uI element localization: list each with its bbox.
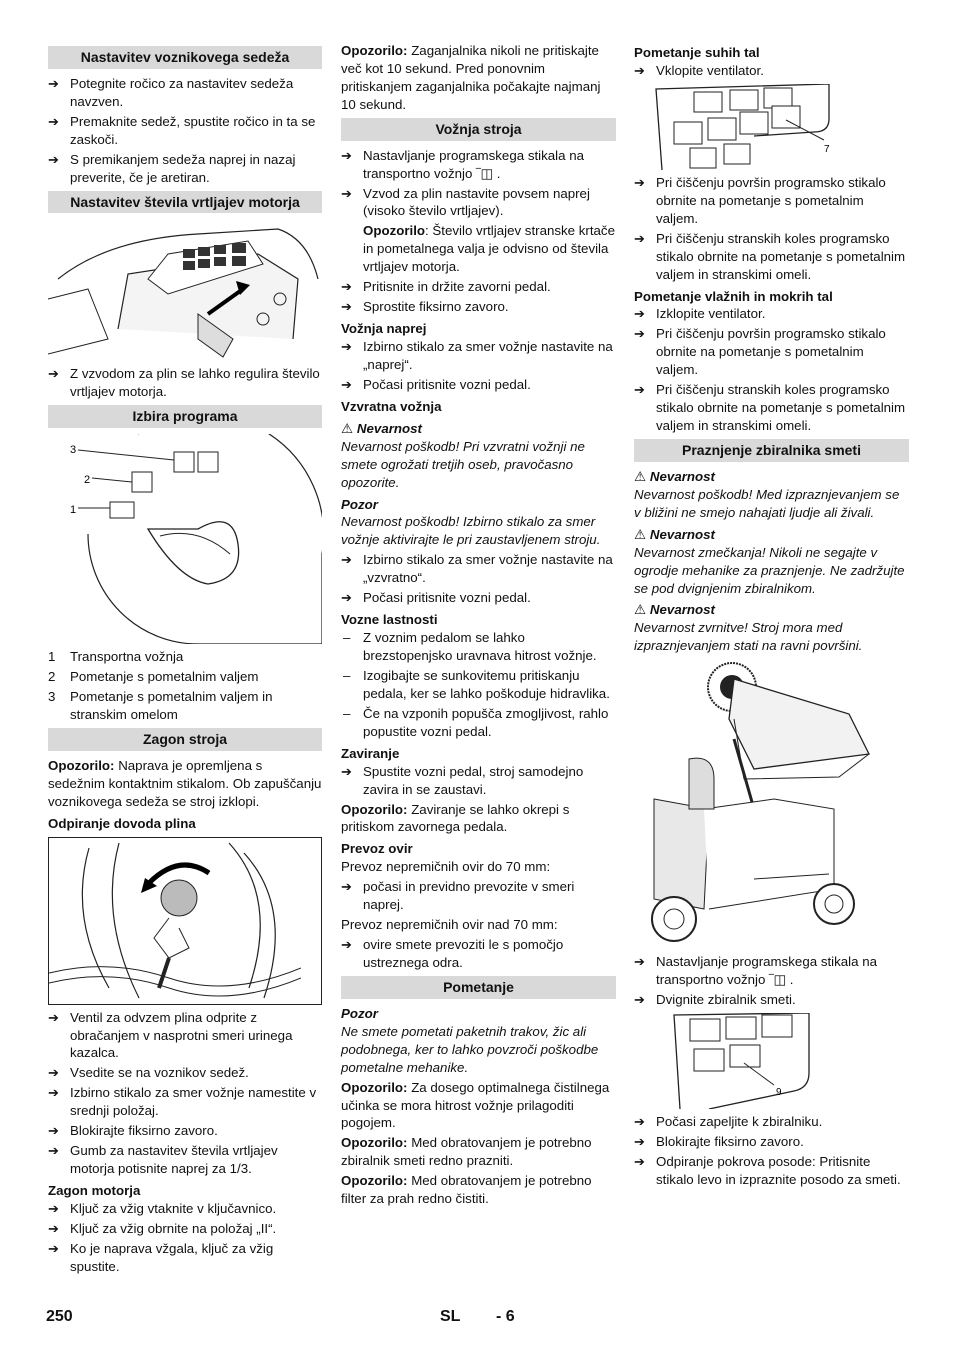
note: Opozorilo: Število vrtljajev stranske krtače in pometalnega valja je odvisno od števila vrtljajev motorja. [363,223,615,275]
machine-illustration [634,659,909,949]
callout-label: 7 [824,143,830,155]
heading-seat: Nastavitev voznikovega sedeža [48,46,322,69]
warning-icon: ⚠ [634,602,646,618]
subheading-obstacles: Prevoz ovir [341,841,413,857]
step: ➔ Spustite vozni pedal, stroj samodejno zavira in se zaustavi. [341,763,616,799]
step: ➔ Blokirajte fiksirno zavoro. [48,1122,322,1140]
note: Opozorilo: Med obratovanjem je potrebno filter za prah redno čistiti. [341,1173,592,1207]
text: Prevoz nepremičnih ovir do 70 mm: [341,859,551,875]
heading-rpm: Nastavitev števila vrtljajev motorja [48,191,322,214]
note: Opozorilo: Med obratovanjem je potrebno zbiralnik smeti redno prazniti. [341,1135,592,1169]
warning-icon: ⚠ [634,468,646,484]
list-item: 1 Transportna vožnja [48,649,184,665]
step: ➔ Izklopite ventilator. [634,305,909,323]
callout-label: 3 [70,444,77,457]
step: ➔ Z vzvodom za plin se lahko regulira število vrtljajev motorja. [48,365,322,401]
step: ➔ Potegnite ročico za nastavitev sedeža navzven. [48,75,322,111]
page-number: 250 [46,1308,73,1325]
heading-sweeping: Pometanje [341,976,616,999]
danger-heading: ⚠ Nevarnost [634,602,715,618]
heading-start: Zagon stroja [48,728,322,751]
list-item: 2 Pometanje s pometalnim valjem [48,669,259,685]
danger-heading: ⚠ Nevarnost [634,526,715,542]
danger-text: Nevarnost zmečkanja! Nikoli ne segajte v ogrodje mehanike za praznjenje. Ne zadržujte se pod dvignjenim zbiralnikom. [634,544,905,596]
step: ➔ Ključ za vžig vtaknite v ključavnico. [48,1200,322,1218]
callout-label: 2 [84,474,91,487]
transport-icon: ‾◫ [769,972,787,988]
subheading-engine: Zagon motorja [48,1183,141,1198]
step: ➔ Nastavljanje programskega stikala na transportno vožnjo ‾◫ . [634,953,909,989]
caution-text: Ne smete pometati paketnih trakov, žic ali podobnega, ker to lahko povzroči poškodbe pometalne mehanike. [341,1023,599,1075]
note: Opozorilo: Naprava je opremljena s sedežnim kontaktnim stikalom. Ob zapuščanju voznikovega sedeža se stroj izklopi. [48,757,322,809]
callout-label: 9 [776,1087,782,1099]
list-item: – Z voznim pedalom se lahko brezstopenjsko uravnava hitrost vožnje. [341,629,616,665]
danger-heading: ⚠ Nevarnost [341,420,422,436]
caution-text: Nevarnost poškodb! Izbirno stikalo za smer vožnje aktivirajte le pri zaustavljenem stroju. [341,514,601,548]
step: ➔ Vzvod za plin nastavite povsem naprej (visoko število vrtljajev). [341,185,616,221]
step: ➔ Počasi pritisnite vozni pedal. [341,589,616,607]
danger-text: Nevarnost zvrnitve! Stroj mora med izpraznjevanjem stati na ravni površini. [634,620,863,654]
step: ➔ Ključ za vžig obrnite na položaj „II“. [48,1220,322,1238]
step: ➔ Počasi pritisnite vozni pedal. [341,376,616,394]
column-3 [634,42,909,1191]
note: Opozorilo: Za dosego optimalnega čistilnega učinka se mora hitrost vožnje prilagoditi pogojem. [341,1079,610,1131]
note: Opozorilo: Zaganjalnika nikoli ne pritiskajte več kot 10 sekund. Pred ponovnim pritiskanjem zaganjalnika počakajte najmanj 10 sekund. [341,43,601,112]
heading-program: Izbira programa [48,405,322,428]
step: ➔ Vklopite ventilator. [634,62,909,80]
warning-icon: ⚠ [634,526,646,542]
danger-text: Nevarnost poškodb! Med izpraznjevanjem se v bližini ne smejo nahajati ljudje ali živali. [634,486,900,520]
subheading-wet: Pometanje vlažnih in mokrih tal [634,288,833,304]
step: ➔ Počasi zapeljite k zbiralniku. [634,1113,909,1131]
column-1 [48,42,322,1278]
step: ➔ Dvignite zbiralnik smeti. [634,991,909,1009]
control-panel-illustration [634,1013,909,1109]
step: ➔ Sprostite fiksirno zavoro. [341,298,616,316]
step: ➔ Pri čiščenju površin programsko stikalo obrnite na pometanje s pometalnim valjem. [634,174,909,228]
warning-icon: ⚠ [341,420,353,436]
transport-icon: ‾◫ [476,165,494,181]
language-code: SL [440,1308,461,1325]
step: ➔ Ko je naprava vžgala, ključ za vžig spustite. [48,1240,322,1276]
step: ➔ Ventil za odvzem plina odprite z obračanjem v nasprotni smeri urinega kazalca. [48,1009,322,1063]
list-item: – Če na vzponih popušča zmogljivost, rahlo popustite vozni pedal. [341,705,616,741]
section-page: - 6 [496,1308,515,1325]
list-item: 3 Pometanje s pometalnim valjem in stranskim omelom [48,689,273,722]
list-item: – Izogibajte se sunkovitemu pritiskanju pedala, ker se lahko poškoduje hidravlika. [341,667,616,703]
column-2 [341,42,616,1210]
caution-heading: Pozor [341,496,378,512]
callout-label: 1 [70,504,77,517]
subheading-dry: Pometanje suhih tal [634,45,760,60]
step: ➔ Premaknite sedež, spustite ročico in ta se zaskoči. [48,113,322,149]
step: ➔ Pri čiščenju površin programsko stikalo obrnite na pometanje s pometalnim valjem. [634,325,909,379]
note: Opozorilo: Zaviranje se lahko okrepi s pritiskom zavornega pedala. [341,801,570,835]
step: ➔ Izbirno stikalo za smer vožnje nastavite na „vzvratno“. [341,551,616,587]
step: ➔ Nastavljanje programskega stikala na transportno vožnjo ‾◫ . [341,147,616,183]
step: ➔ Gumb za nastavitev števila vrtljajev motorja potisnite naprej za 1/3. [48,1142,322,1178]
danger-heading: ⚠ Nevarnost [634,468,715,484]
gas-valve-illustration [48,837,322,1005]
subheading-reverse: Vzvratna vožnja [341,398,442,414]
step: ➔ počasi in previdno prevozite v smeri naprej. [341,878,616,914]
step: ➔ Izbirno stikalo za smer vožnje nastavite na „naprej“. [341,338,616,374]
heading-drive: Vožnja stroja [341,118,616,141]
throttle-illustration [48,219,322,361]
danger-text: Nevarnost poškodb! Pri vzvratni vožnji ne smete ogrožati tretjih oseb, pravočasno opozorite. [341,438,585,490]
caution-heading: Pozor [341,1005,378,1021]
step: ➔ Pri čiščenju stranskih koles programsko stikalo obrnite na pometanje s pometalnim valjem in stranskimi omeli. [634,381,909,435]
heading-empty: Praznjenje zbiralnika smeti [634,439,909,462]
subheading-forward: Vožnja naprej [341,321,427,337]
program-selector-illustration [48,434,322,644]
step: ➔ Vsedite se na voznikov sedež. [48,1064,322,1082]
text: Prevoz nepremičnih ovir nad 70 mm: [341,917,558,933]
step: ➔ Pritisnite in držite zavorni pedal. [341,278,616,296]
step: ➔ Odpiranje pokrova posode: Pritisnite stikalo levo in izpraznite posodo za smeti. [634,1153,909,1189]
subheading-braking: Zaviranje [341,745,400,761]
step: ➔ Izbirno stikalo za smer vožnje namestite v srednji položaj. [48,1084,322,1120]
subheading-driving-properties: Vozne lastnosti [341,612,438,628]
step: ➔ Pri čiščenju stranskih koles programsko stikalo obrnite na pometanje s pometalnim valjem in stranskimi omeli. [634,230,909,284]
subheading-gas: Odpiranje dovoda plina [48,815,196,831]
control-panel-illustration [634,84,909,170]
step: ➔ S premikanjem sedeža naprej in nazaj preverite, če je aretiran. [48,151,322,187]
step: ➔ ovire smete prevoziti le s pomočjo ustreznega odra. [341,936,616,972]
step: ➔ Blokirajte fiksirno zavoro. [634,1133,909,1151]
